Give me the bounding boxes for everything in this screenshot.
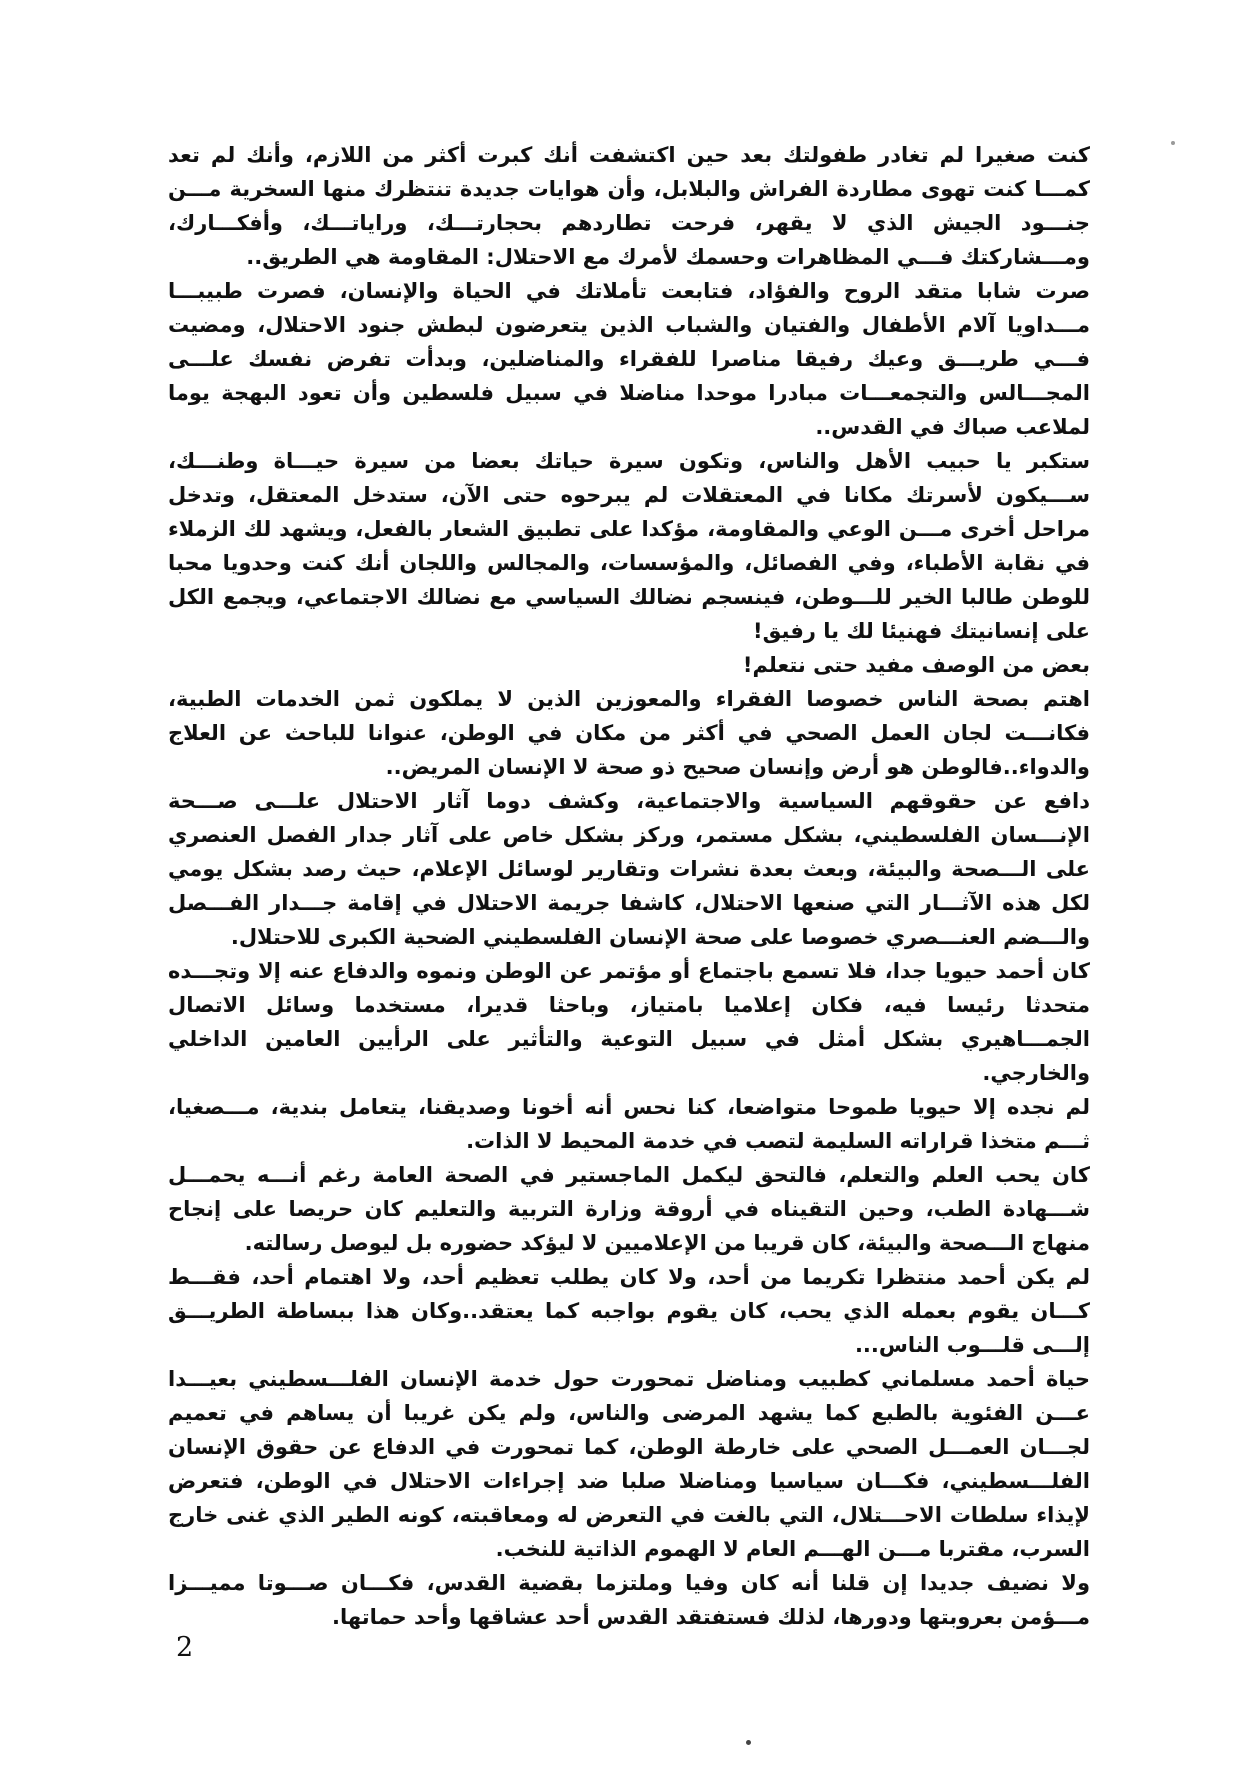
paragraph-no-honors: لم يكن أحمد منتظرا تكريما من أحد، ولا كان يطلب تعظيم أحد، ولا اهتمام أحد، فقـــط كـــان يقوم بعمله الذي يحب، كان يقوم بواجبه كما يعتقد..وكان هذا ببساطة الطريـــق إلـــى قلـــوب الناس... xyxy=(168,1265,1090,1357)
paragraph-life-summary: حياة أحمد مسلماني كطبيب ومناضل تمحورت حول خدمة الإنسان الفلـــسطيني بعيـــدا عـــن الفئوية بالطبع كما يشهد المرضى والناس، ولم يكن غريبا أن يساهم في تعميم لجـــان العمـــل الصحي على خارطة الوطن، كما تمحورت في الدفاع عن حقوق الإنسان الفلـــسطيني، فكـــان سياسيا ومناضلا صلبا ضد إجراءات الاحتلال في الوطن، فتعرض لإيذاء سلطات الاحـــتلال، التي بالغت في التعرض له ومعاقبته، كونه الطير الذي غنى خارج السرب، مقتربا مـــن الهـــم العام لا الهموم الذاتية للنخب. xyxy=(168,1367,1090,1561)
paragraph-description-note: بعض من الوصف مفيد حتى نتعلم! xyxy=(742,653,1090,677)
paragraph-education: كان يحب العلم والتعلم، فالتحق ليكمل الماجستير في الصحة العامة رغم أنـــه يحمـــل شـــهادة الطب، وحين التقيناه في أروقة وزارة التربية والتعليم كان حريصا على إنجاح منهاج الـــصحة والبيئة، كان قريبا من الإعلاميين لا ليؤكد حضوره بل ليوصل رسالته. xyxy=(168,1163,1090,1255)
paragraph-jerusalem: ولا نضيف جديدا إن قلنا أنه كان وفيا وملتزما بقضية القدس، فكـــان صـــوتا مميـــزا مـــؤمن بعروبتها ودورها، لذلك فستفتقد القدس أحد عشاقها وأحد حماتها. xyxy=(168,1571,1090,1629)
paragraph-humility: لم نجده إلا حيويا طموحا متواضعا، كنا نحس أنه أخونا وصديقنا، يتعامل بندية، مـــصغيا، ثـــم متخذا قراراته السليمة لتصب في خدمة المحيط لا الذات. xyxy=(168,1095,1090,1153)
paragraph-media-presence: كان أحمد حيويا جدا، فلا تسمع باجتماع أو مؤتمر عن الوطن ونموه والدفاع عنه إلا وتجـــده متحدثا رئيسا فيه، فكان إعلاميا بامتياز، وباحثا قديرا، مستخدما وسائل الاتصال الجمـــاهيري بشكل أمثل في سبيل التوعية والتأثير على الرأيين العامين الداخلي والخارجي. xyxy=(168,959,1090,1085)
paragraph-childhood: كنت صغيرا لم تغادر طفولتك بعد حين اكتشفت أنك كبرت أكثر من اللازم، وأنك لم تعد كمـــا كنت تهوى مطاردة الفراش والبلابل، وأن هوايات جديدة تنتظرك منها السخرية مـــن جنـــود الجيش الذي لا يقهر، فرحت تطاردهم بحجارتـــك، وراياتـــك، وأفكـــارك، ومـــشاركتك فـــي المظاهرات وحسمك لأمرك مع الاحتلال: المقاومة هي الطريق.. xyxy=(168,143,1090,269)
paragraph-family-prison: ستكبر يا حبيب الأهل والناس، وتكون سيرة حياتك بعضا من سيرة حيـــاة وطنـــك، ســـيكون لأسرتك مكانا في المعتقلات لم يبرحوه حتى الآن، ستدخل المعتقل، وتدخل مراحل أخرى مـــن الوعي والمقاومة، مؤكدا على تطبيق الشعار بالفعل، ويشهد لك الزملاء في نقابة الأطباء، وفي الفصائل، والمؤسسات، والمجالس واللجان أنك كنت وحدويا محبا للوطن طالبا الخير للـــوطن، فينسجم نضالك السياسي مع نضالك الاجتماعي، ويجمع الكل على إنسانيتك فهنيئا لك يا رفيق! xyxy=(168,449,1090,643)
scan-speck xyxy=(1171,141,1175,145)
paragraph-health-committees: اهتم بصحة الناس خصوصا الفقراء والمعوزين الذين لا يملكون ثمن الخدمات الطبية، فكانـــت لجان العمل الصحي في أكثر من مكان في الوطن، عنوانا للباحث عن العلاج والدواء..فالوطن هو أرض وإنسان صحيح ذو صحة لا الإنسان المريض.. xyxy=(168,687,1090,779)
page-number: 2 xyxy=(176,1632,194,1663)
body-text xyxy=(168,138,1090,1634)
paragraph-youth-doctor: صرت شابا متقد الروح والفؤاد، فتابعت تأملاتك في الحياة والإنسان، فصرت طبيبـــا مـــداويا آلام الأطفال والفتيان والشباب الذين يتعرضون لبطش جنود الاحتلال، ومضيت فـــي طريـــق وعيك رفيقا مناصرا للفقراء والمناضلين، وبدأت تفرض نفسك علـــى المجـــالس والتجمعـــات مبادرا موحدا مناضلا في سبيل فلسطين وأن تعود البهجة يوما لملاعب صباك في القدس.. xyxy=(168,279,1090,439)
paragraph-wall-reports: دافع عن حقوقهم السياسية والاجتماعية، وكشف دوما آثار الاحتلال علـــى صـــحة الإنـــسان الفلسطيني، بشكل مستمر، وركز بشكل خاص على آثار جدار الفصل العنصري على الـــصحة والبيئة، وبعث بعدة نشرات وتقارير لوسائل الإعلام، حيث رصد بشكل يومي لكل هذه الآثـــار التي صنعها الاحتلال، كاشفا جريمة الاحتلال في إقامة جـــدار الفـــصل والـــضم العنـــصري خصوصا على صحة الإنسان الفلسطيني الضحية الكبرى للاحتلال. xyxy=(168,789,1090,949)
scan-speck xyxy=(746,1740,751,1745)
